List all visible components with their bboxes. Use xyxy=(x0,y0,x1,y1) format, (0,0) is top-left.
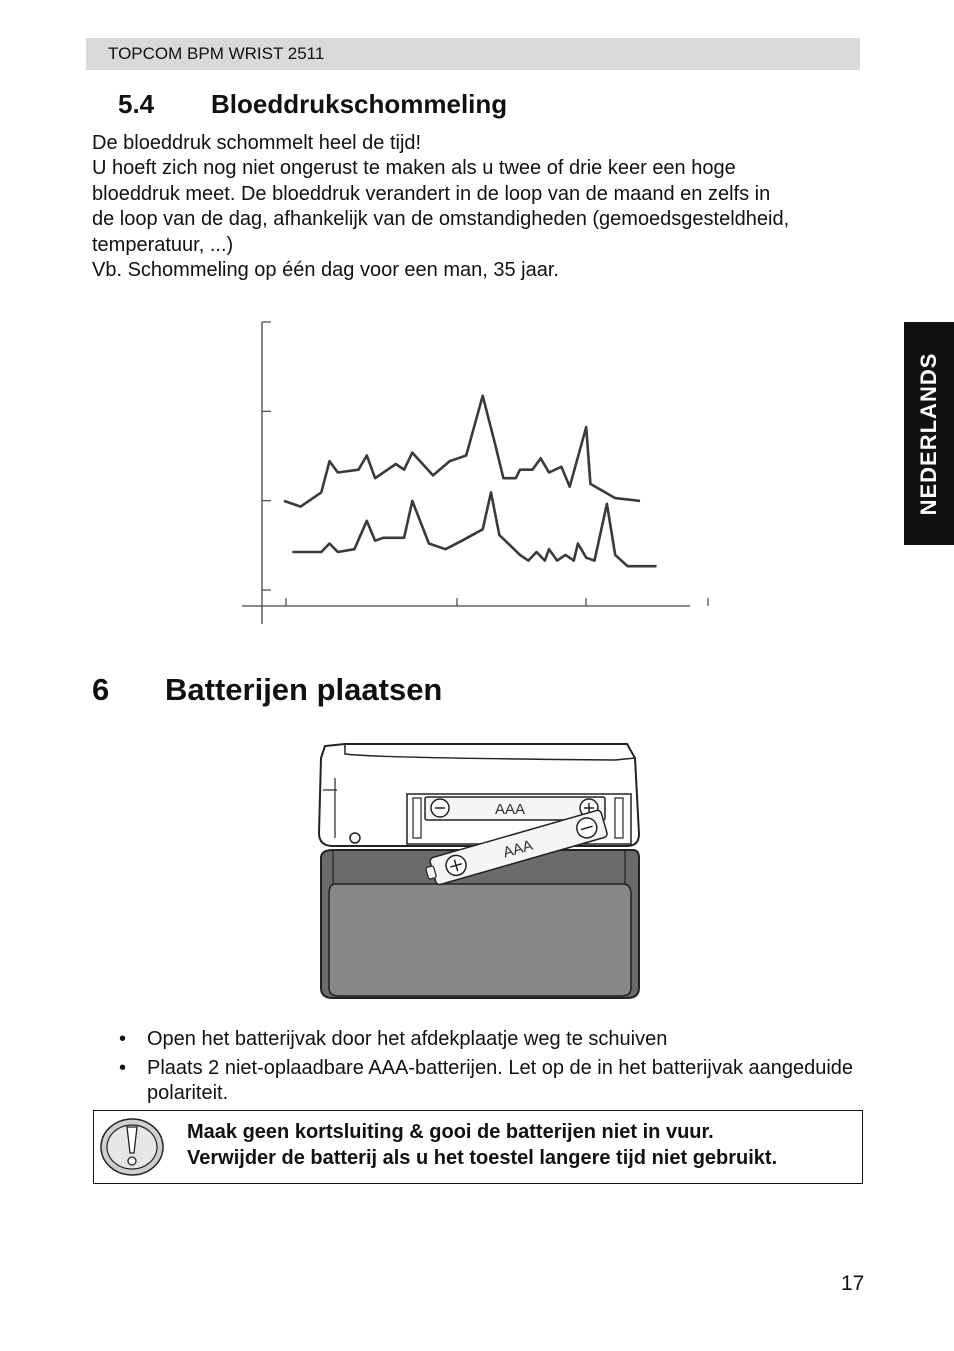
chart-series xyxy=(284,396,657,566)
warning-line: Verwijder de batterij als u het toestel langere tijd niet gebruikt. xyxy=(187,1147,778,1169)
language-tab xyxy=(904,322,954,545)
chapter-number: 6 xyxy=(92,672,110,707)
language-tab-label: NEDERLANDS xyxy=(916,352,941,515)
instruction-list xyxy=(92,1027,862,1110)
series-line xyxy=(284,396,640,507)
section-paragraph xyxy=(92,131,872,283)
section-title: Bloeddrukschommeling xyxy=(211,89,508,119)
battery-label: AAA xyxy=(501,836,535,862)
warning-line: Maak geen kortsluiting & gooi de batterijen niet in vuur. xyxy=(187,1121,714,1143)
list-item xyxy=(92,1056,862,1107)
paragraph-line: U hoeft zich nog niet ongerust te maken als u twee of drie keer een hoge xyxy=(92,157,736,180)
bullet-icon: • xyxy=(119,1056,127,1079)
paragraph-line: de loop van de dag, afhankelijk van de omstandigheden (gemoedsgesteldheid, xyxy=(92,208,790,231)
series-line xyxy=(292,492,656,566)
paragraph-line: bloeddruk meet. De bloeddruk verandert in de loop van de maand en zelfs in xyxy=(92,182,771,205)
chapter-title: Batterijen plaatsen xyxy=(165,672,443,707)
paragraph-line: Vb. Schommeling op één dag voor een man, 35 jaar. xyxy=(92,259,559,282)
list-item-text: Open het batterijvak door het afdekplaatje weg te schuiven xyxy=(147,1028,668,1050)
warning-box xyxy=(93,1110,863,1184)
paragraph-line: De bloeddruk schommelt heel de tijd! xyxy=(92,132,422,154)
section-number: 5.4 xyxy=(118,89,155,119)
device-button xyxy=(350,833,360,843)
header-title: TOPCOM BPM WRIST 2511 xyxy=(108,44,325,63)
battery-label: AAA xyxy=(494,801,526,818)
warning-icon xyxy=(99,1117,165,1177)
header-bar xyxy=(86,38,860,70)
list-item xyxy=(92,1027,862,1053)
blood-pressure-chart xyxy=(230,310,710,630)
list-item-text: Plaats 2 niet-oplaadbare AAA-batterijen. Let op de in het batterijvak aangeduide polariteit. xyxy=(147,1056,854,1104)
chart-axes xyxy=(242,322,708,624)
bullet-icon: • xyxy=(119,1028,127,1050)
warning-text xyxy=(187,1119,777,1171)
battery-insertion-illustration xyxy=(315,738,645,1003)
page-number: 17 xyxy=(841,1272,865,1295)
paragraph-line: temperatuur, ...) xyxy=(92,233,234,256)
